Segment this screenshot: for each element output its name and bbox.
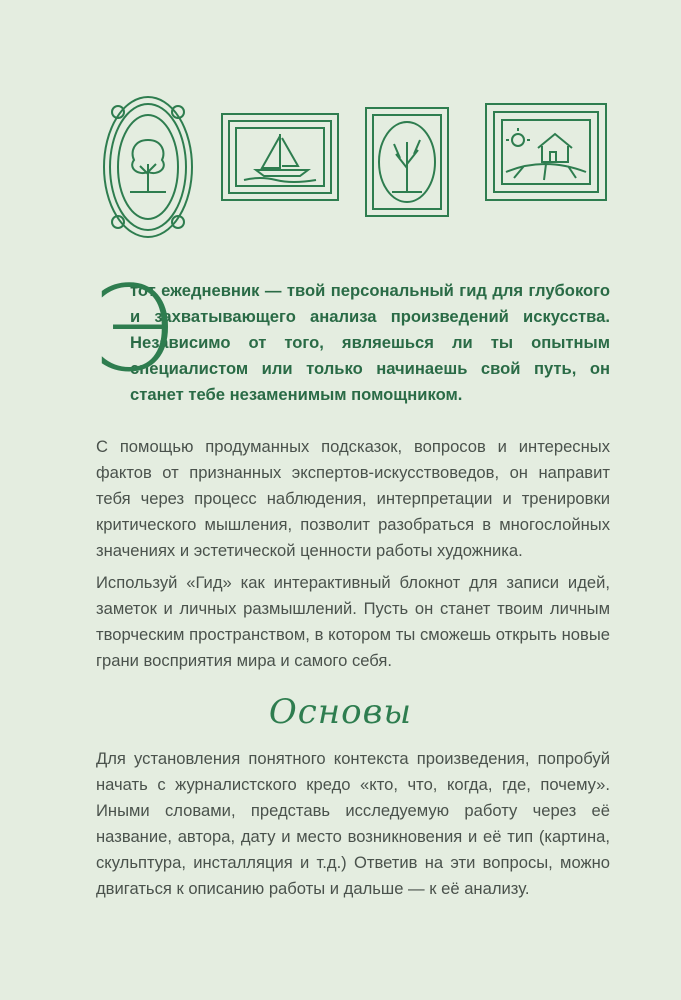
body-paragraph: С помощью продуманных подсказок, вопросов и интересных фактов от признанных экспертов-искусствоведов, он направит тебя через процесс наблюдения, интерпретации и тренировки критического мышления, позволит разобраться в многослойных значениях и эстетической ценности работы художника.: [96, 437, 610, 560]
frame-sailboat-illustration: [220, 112, 340, 202]
intro-block: [92, 260, 610, 408]
frame-illustrations: [92, 88, 612, 248]
section-heading: Основы: [268, 692, 413, 732]
body-paragraph: Используй «Гид» как интерактивный блокнот для записи идей, заметок и личных размышлений. Пусть он станет твоим личным творческим пространством, в котором ты сможешь открыть новые грани восприятия мира и самого себя.: [96, 573, 610, 670]
frame-bare-tree-illustration: [364, 106, 450, 218]
drop-cap: Э: [92, 260, 175, 398]
oval-frame-tree-illustration: [98, 92, 198, 242]
frame-house-landscape-illustration: [484, 100, 608, 204]
intro-text: тот ежедневник — твой персональный гид для глубокого и захватывающего анализа произведений искусства. Независимо от того, являешься ли ты опытным специалистом или только начинаешь свой путь, он станет тебе незаменимым помощником.: [130, 281, 610, 404]
section-paragraph: Для установления понятного контекста произведения, попробуй начать с журналистского кредо «кто, что, когда, где, почему». Иными словами, представь исследуемую работу через её название, автора, дату и место возникновения и её тип (картина, скульптура, инсталляция и т.д.) Ответив на эти вопросы, можно двигаться к описанию работы и дальше — к её анализу.: [96, 749, 610, 898]
